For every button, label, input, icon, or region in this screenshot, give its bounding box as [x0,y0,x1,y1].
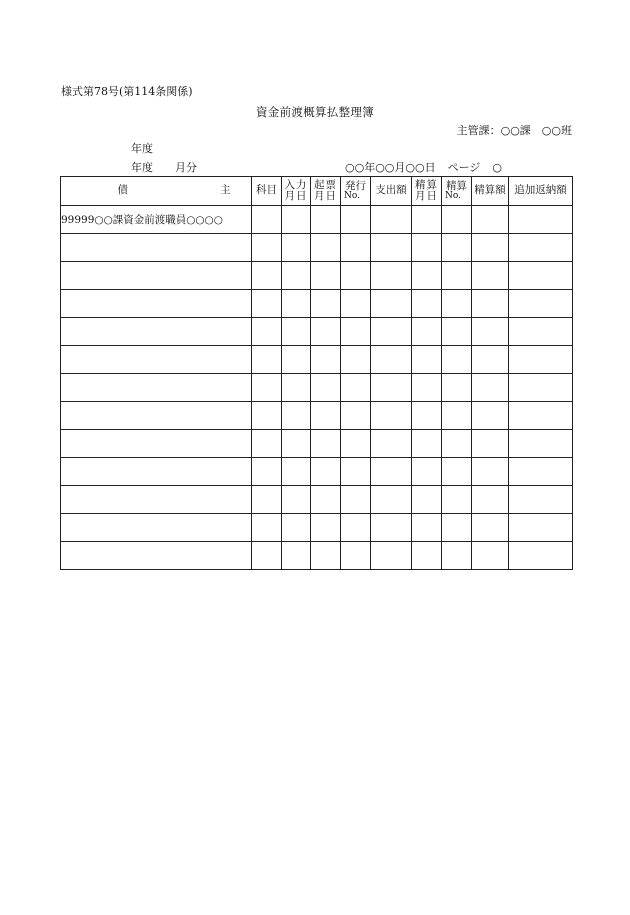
table-row [61,486,573,514]
debtor-cell [61,542,252,570]
table-cell [472,346,509,374]
table-cell [442,458,472,486]
table-row [61,290,573,318]
table-cell [371,346,412,374]
table-cell [509,514,573,542]
table-row [61,542,573,570]
table-cell [341,262,371,290]
debtor-cell [61,290,252,318]
debtor-cell [61,374,252,402]
table-cell [472,374,509,402]
debtor-cell [61,234,252,262]
table-cell [282,486,311,514]
table-cell [311,206,341,234]
table-cell [311,346,341,374]
page-label: ページ [447,161,481,174]
col-debtor-part-a: 債 [117,184,128,197]
table-cell [341,290,371,318]
table-row [61,318,573,346]
table-cell [442,374,472,402]
table-cell [282,542,311,570]
table-cell [282,318,311,346]
col-debtor-part-b: 主 [220,184,231,197]
col-settle-no-bottom: No. [445,190,461,201]
table-cell [341,402,371,430]
col-additional-return: 追加返納額 [509,177,573,206]
fiscal-year-label-2: 年度 [131,161,153,174]
table-cell [282,514,311,542]
col-subject: 科目 [252,177,282,206]
table-cell [412,318,442,346]
table-cell [341,346,371,374]
col-input-date-bottom: 月日 [284,190,308,202]
col-settle-date-top: 精算 [415,178,438,191]
table-cell [509,542,573,570]
col-settle-no-top: 精算 [446,179,467,192]
table-cell [311,430,341,458]
table-cell [341,374,371,402]
table-cell [311,486,341,514]
table-cell [282,206,311,234]
debtor-cell [61,430,252,458]
table-cell [341,458,371,486]
table-cell [311,290,341,318]
debtor-cell [61,486,252,514]
table-row [61,346,573,374]
table-cell [371,514,412,542]
table-cell [282,234,311,262]
table-cell [252,346,282,374]
table-cell [412,486,442,514]
col-settle-date-bottom: 月日 [415,190,438,202]
table-cell [371,430,412,458]
table-cell [371,374,412,402]
document-date: ○○年○○月○○日 [345,161,436,174]
col-issue-no [341,177,371,206]
table-cell [341,206,371,234]
table-cell [509,234,573,262]
col-origin-date-bottom: 月日 [314,190,337,202]
col-issue-no-bottom: No. [344,190,360,201]
table-cell [282,458,311,486]
table-row [61,402,573,430]
table-cell [371,234,412,262]
table-cell [442,318,472,346]
col-debtor [61,177,252,206]
table-cell [311,318,341,346]
table-cell [412,542,442,570]
table-row [61,374,573,402]
table-cell [472,206,509,234]
col-expenditure: 支出額 [371,177,412,206]
table-cell [472,430,509,458]
table-cell [472,514,509,542]
table-cell [252,486,282,514]
table-cell [371,262,412,290]
table-cell [509,486,573,514]
table-cell [371,402,412,430]
table-cell [341,318,371,346]
table-cell [509,290,573,318]
table-cell [282,262,311,290]
table-cell [509,346,573,374]
table-cell [252,318,282,346]
date-page-line [345,162,502,173]
table-cell [412,262,442,290]
table-cell [442,234,472,262]
table-cell [282,402,311,430]
table-cell [311,514,341,542]
debtor-cell [61,318,252,346]
table-cell [412,374,442,402]
table-cell [412,346,442,374]
table-cell [371,542,412,570]
table-cell [412,402,442,430]
table-cell [252,458,282,486]
table-cell [442,346,472,374]
table-cell [252,290,282,318]
table-cell [311,542,341,570]
table-cell [412,514,442,542]
table-row [61,430,573,458]
table-cell [311,262,341,290]
table-cell [509,206,573,234]
table-cell [282,290,311,318]
table-cell [412,458,442,486]
table-cell [442,542,472,570]
table-cell [472,542,509,570]
table-cell [371,458,412,486]
table-cell [371,318,412,346]
table-cell [509,318,573,346]
col-input-date-top: 入力 [284,178,308,191]
debtor-cell [61,514,252,542]
table-cell [509,402,573,430]
form-number: 様式第78号(第114条関係) [61,85,193,98]
debtor-cell [61,346,252,374]
month-label: 月分 [175,161,197,174]
debtor-cell: 99999○○課資金前渡職員○○○○ [61,206,252,234]
table-cell [341,542,371,570]
debtor-cell [61,402,252,430]
department-label: 主管課：○○課 ○○班 [456,124,572,137]
table-header-row [61,177,573,206]
fiscal-month-line [131,162,197,173]
table-cell [472,458,509,486]
table-cell [252,262,282,290]
table-cell [472,318,509,346]
table-cell [472,234,509,262]
table-cell [311,234,341,262]
table-cell [252,514,282,542]
document-title: 資金前渡概算払整理簿 [256,105,374,119]
table-cell [442,206,472,234]
table-cell [472,290,509,318]
table-cell [442,402,472,430]
table-cell [442,262,472,290]
table-cell [412,234,442,262]
table-cell [311,402,341,430]
table-cell [371,290,412,318]
table-cell [341,430,371,458]
table-cell [311,374,341,402]
col-settle-no [442,177,472,206]
table-cell [252,374,282,402]
table-cell [412,290,442,318]
table-cell [252,542,282,570]
table-row [61,262,573,290]
table-cell [371,206,412,234]
table-row [61,458,573,486]
table-cell [509,430,573,458]
table-cell [509,458,573,486]
table-cell [282,346,311,374]
ledger-table [60,176,573,570]
col-input-date [282,177,311,206]
col-issue-no-top: 発行 [345,179,366,192]
table-cell [252,234,282,262]
table-cell [371,486,412,514]
col-origin-date [311,177,341,206]
table-cell [442,514,472,542]
col-settle-date [412,177,442,206]
table-cell [509,374,573,402]
table-cell [341,234,371,262]
table-cell [341,514,371,542]
page-number: ○ [492,161,502,174]
fiscal-year-label: 年度 [131,142,153,155]
table-cell [472,402,509,430]
table-row [61,234,573,262]
col-origin-date-top: 起票 [314,178,337,191]
col-settle-amount: 精算額 [472,177,509,206]
table-cell [341,486,371,514]
table-cell [311,458,341,486]
table-cell [442,290,472,318]
table-cell [509,262,573,290]
debtor-cell [61,262,252,290]
table-row [61,514,573,542]
table-cell [252,402,282,430]
table-cell [282,374,311,402]
table-cell [282,430,311,458]
table-cell [412,430,442,458]
table-cell [252,430,282,458]
table-cell [442,486,472,514]
table-cell [442,430,472,458]
debtor-cell [61,458,252,486]
table-row [61,206,573,234]
table-cell [472,262,509,290]
table-cell [412,206,442,234]
table-cell [472,486,509,514]
table-cell [252,206,282,234]
